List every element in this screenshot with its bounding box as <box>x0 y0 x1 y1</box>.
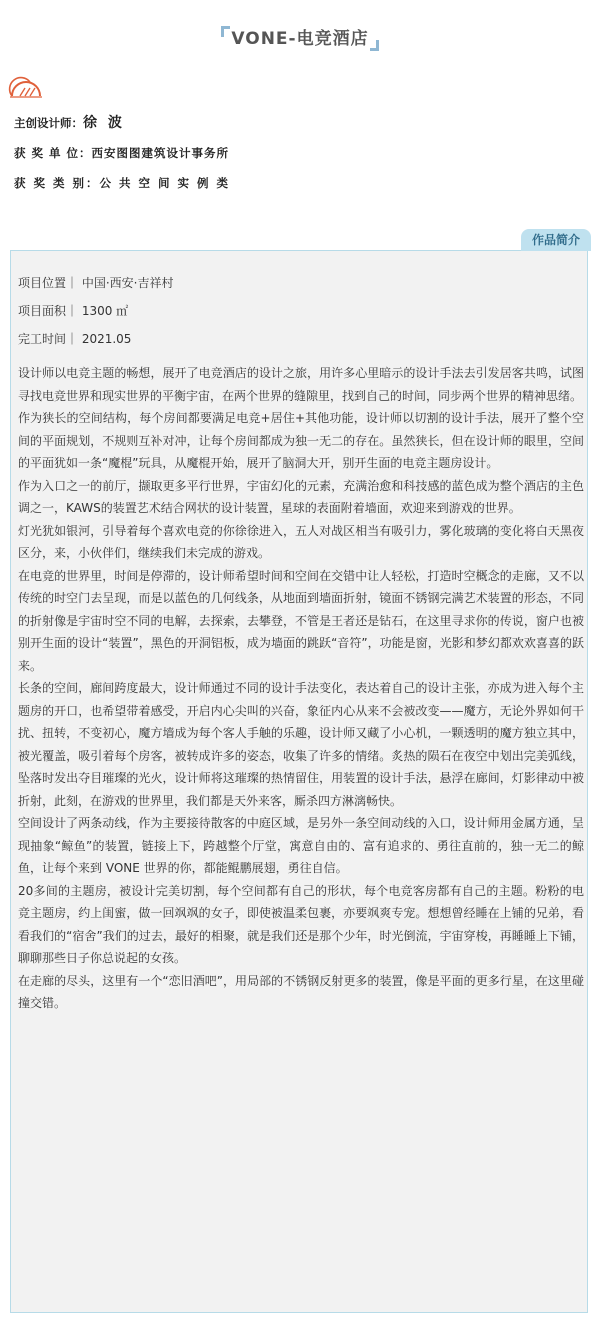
paragraph: 在电竞的世界里，时间是停滞的，设计师希望时间和空间在交错中让人轻松，打造时空概念的走廊，又不以传统的时空门去呈现，而是以蓝色的几何线条，从地面到墙面折射，镜面不锈钢完满艺术装置的形态，不同的折射像是宇宙时空不同的电解，去探索，去攀登，不管是王者还是钻石，在这里寻求你的传说，窗户也被别开生面的设计“装置”，黑色的开洞铝板，成为墙面的跳跃“音符”，功能是窗，光影和梦幻都欢欢喜喜的跃来。 <box>18 568 584 673</box>
page-title-text: VONE-电竞酒店 <box>231 29 369 49</box>
project-location: 项目位置｜ 中国·西安·吉祥村 <box>18 276 174 290</box>
paragraph: 空间设计了两条动线，作为主要接待散客的中庭区域，是另外一条空间动线的入口，设计师用金属方通，呈现抽象“鲸鱼”的装置，链接上下，跨越整个厅堂，寓意自由的、富有追求的、勇往直前的，独一无二的鲸鱼，让每个来到 VONE 世界的你，都能鲲鹏展翅，勇往自信。 <box>18 816 584 875</box>
section-tag: 作品简介 <box>521 229 591 251</box>
award-unit: 获 奖 单 位：西安图图建筑设计事务所 <box>14 146 230 160</box>
completion-date: 完工时间｜ 2021.05 <box>18 332 132 346</box>
designer-row <box>14 112 125 132</box>
designer-name: 徐 波 <box>83 115 125 131</box>
title-bar <box>0 24 600 49</box>
designer-label: 主创设计师： <box>14 116 83 130</box>
paragraph: 灯光犹如银河，引导着每个喜欢电竞的你徐徐进入，五人对战区相当有吸引力，雾化玻璃的变化将白天黑夜区分，来，小伙伴们，继续我们未完成的游戏。 <box>18 523 584 560</box>
intro-body <box>18 362 584 1015</box>
page-title <box>221 24 378 49</box>
paragraph: 在走廊的尽头，这里有一个“恋旧酒吧”，用局部的不锈钢反射更多的装置，像是平面的更多行星，在这里碰撞交错。 <box>18 973 584 1010</box>
title-bracket-left <box>221 26 230 37</box>
paragraph: 作为入口之一的前厅，撷取更多平行世界，宇宙幻化的元素，充满治愈和科技感的蓝色成为整个酒店的主色调之一，KAWS的装置艺术结合网状的设计装置，星球的表面附着墙面，欢迎来到游戏的世界。 <box>18 478 584 515</box>
paragraph: 长条的空间，廊间跨度最大，设计师通过不同的设计手法变化，表达着自己的设计主张，亦成为进入每个主题房的开口，也希望带着感受，开启内心尖叫的兴奋，象征内心从来不会被改变——魔方，无论外界如何干扰、扭转，不变初心，魔方墙成为每个客人手触的乐趣，设计师又藏了小心机，一颗透明的魔方独立其中，被光覆盖，吸引着每个房客，被转成许多的姿态，收集了许多的情绪。炙热的陨石在夜空中划出完美弧线，坠落时发出夺目璀璨的光火，设计师将这璀璨的热情留住，用装置的设计手法，悬浮在廊间，灯影律动中被折射，此刻，在游戏的世界里，我们都是天外来客，厮杀四方淋漓畅快。 <box>18 681 584 808</box>
title-bracket-right <box>370 40 379 51</box>
paragraph: 设计师以电竞主题的畅想，展开了电竞酒店的设计之旅，用许多心里暗示的设计手法去引发居客共鸣，试图寻找电竞世界和现实世界的平衡宇宙，在两个世界的缝隙里，找到自己的时间，同步两个世界的精神思绪。 <box>18 366 584 403</box>
project-area: 项目面积｜ 1300 ㎡ <box>18 304 129 318</box>
paragraph: 20多间的主题房，被设计完美切割，每个空间都有自己的形状，每个电竞客房都有自己的主题。粉粉的电竞主题房，约上闺蜜，做一回飒飒的女子，即使被温柔包裹，亦要飒爽专宠。想想曾经睡在上铺的兄弟，看看我们的“宿舍”我们的过去，最好的相聚，就是我们还是那个少年，时光倒流，宇宙穿梭，再睡睡上下铺，聊聊那些日子你总说起的女孩。 <box>18 883 584 965</box>
paragraph: 作为狭长的空间结构，每个房间都要满足电竞+居住+其他功能，设计师以切割的设计手法，展开了整个空间的平面规划，不规则互补对冲，让每个房间都成为独一无二的存在。虽然狭长，但在设计师的眼里，空间的平面犹如一条“魔棍”玩具，从魔棍开始，展开了脑洞大开，别开生面的电竞主题房设计。 <box>18 411 584 470</box>
award-category: 获 奖 类 别：公 共 空 间 实 例 类 <box>14 176 231 190</box>
designer-logo-icon <box>8 74 44 100</box>
